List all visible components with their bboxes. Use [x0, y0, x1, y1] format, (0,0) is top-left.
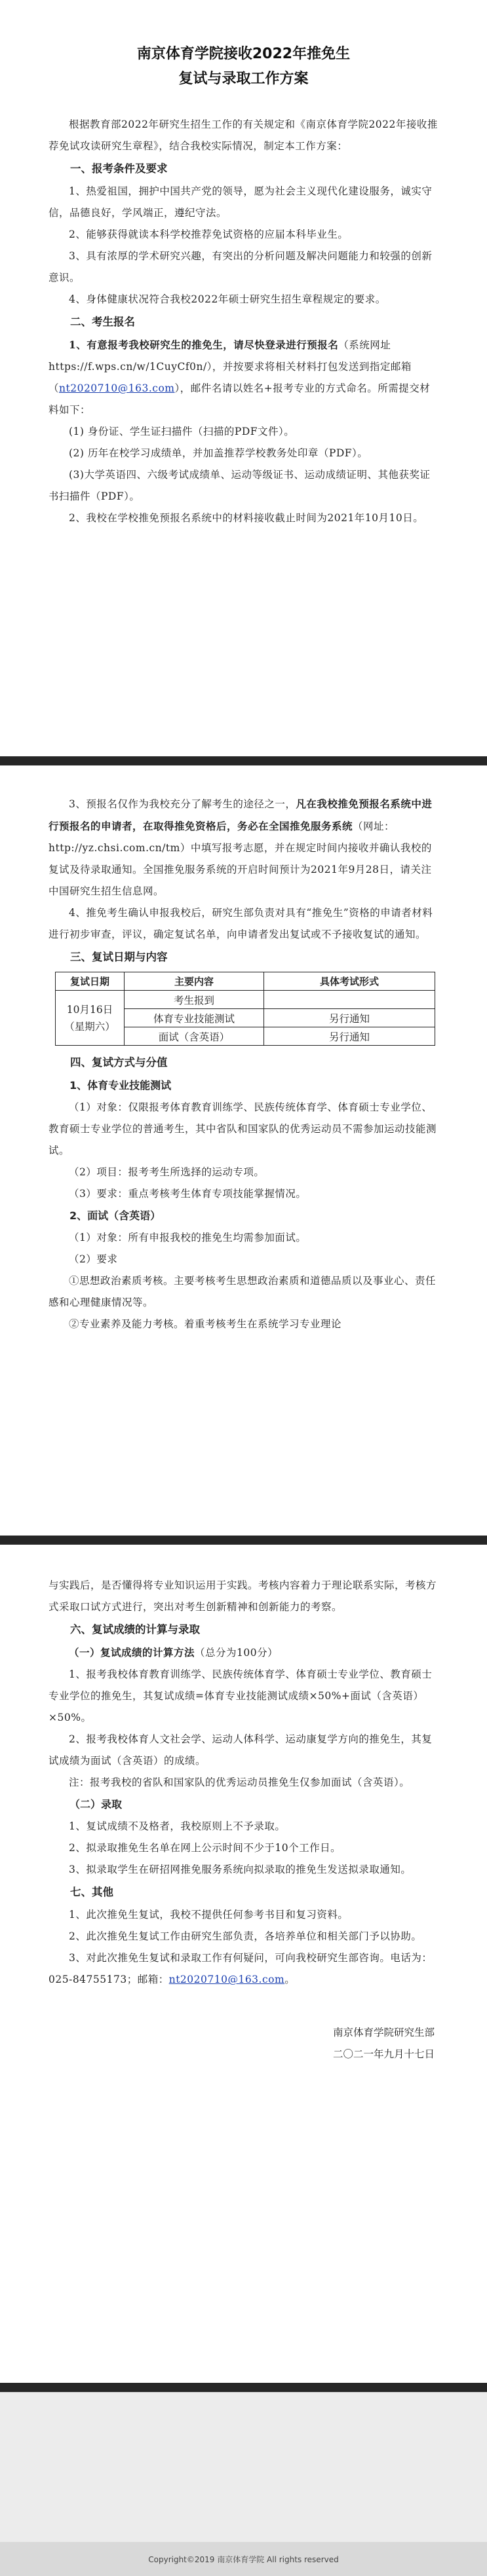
condition-item-3: 3、具有浓厚的学术研究兴趣，有突出的分析问题及解决问题能力和较强的创新意识。: [49, 250, 433, 284]
table-cell-content: 面试（含英语）: [125, 1027, 264, 1046]
page-divider: [0, 1536, 487, 1545]
registration-item-1: [49, 334, 438, 421]
other-item-3-text-b: 。: [284, 1974, 296, 1985]
section-2-heading: 二、考生报名: [70, 316, 135, 328]
section-4-2-heading: 2、面试（含英语）: [69, 1209, 161, 1222]
document-page-3: [0, 1545, 487, 2383]
table-row: [56, 991, 435, 1009]
score-note: 注：报考我校的省队和国家队的优秀运动员推免生仅参加面试（含英语）。: [69, 1776, 410, 1788]
page-divider: [0, 756, 487, 765]
material-item-1: (1) 身份证、学生证扫描件（扫描的PDF文件）。: [69, 426, 295, 437]
admission-item-2: 2、拟录取推免生名单在网上公示时间不少于10个工作日。: [69, 1842, 341, 1854]
skill-test-item-1: （1）对象：仅限报考体育教育训练学、民族传统体育学、体育硕士专业学位、教育硕士专业学位的普通考生，其中省队和国家队的优秀运动员不需参加运动技能测试。: [49, 1101, 437, 1156]
table-cell-form: [264, 991, 435, 1009]
signature-date: 二〇二一年九月十七日: [332, 2048, 435, 2060]
table-cell-date: 10月16日（星期六）: [56, 991, 125, 1046]
page-divider: [0, 2383, 487, 2392]
interview-item-1: （1）对象：所有申报我校的推免生均需参加面试。: [69, 1232, 307, 1243]
skill-test-item-2: （2）项目：报考考生所选择的运动专项。: [69, 1166, 265, 1178]
condition-item-4: 4、身体健康状况符合我校2022年硕士研究生招生章程规定的要求。: [69, 293, 386, 305]
registration-item-3-bold: 凡在我校推免预报名系统中进行预报名的申请者，在取得推免资格后，务必在全国推免服务系统: [49, 798, 433, 832]
interview-item-4-continued: 与实践后，是否懂得将专业知识运用于实践。考核内容着力于理论联系实际，考核方式采取口试方式进行，突出对考生创新精神和创新能力的考察。: [49, 1579, 437, 1613]
other-item-1: 1、此次推免生复试，我校不提供任何参考书目和复习资料。: [69, 1909, 349, 1921]
other-item-3: [49, 1947, 438, 1991]
table-cell-form: 另行通知: [264, 1009, 435, 1027]
other-item-3-text-a: 3、对此次推免生复试和录取工作有何疑问，可向我校研究生部咨询。电话为：025-84755173；邮箱：: [49, 1952, 433, 1985]
intro-paragraph: 根据教育部2022年研究生招生工作的有关规定和《南京体育学院2022年接收推荐免试攻读研究生章程》，结合我校实际情况，制定本工作方案：: [49, 119, 438, 152]
section-6-2-heading: （二）录取: [69, 1798, 123, 1811]
schedule-table: [55, 972, 435, 1046]
footer-copyright: Copyright©2019 南京体育学院 All rights reserved: [0, 2542, 487, 2576]
document-title-line2: 复试与录取工作方案: [178, 71, 309, 87]
signature-block: [49, 2022, 438, 2065]
interview-item-2: （2）要求: [69, 1253, 118, 1265]
registration-item-1-text-a: （系统网址 https://f.wps.cn/w/1CuyCf0n/），并按要求将相关材料打包发送到指定邮箱（: [49, 339, 412, 394]
score-item-1: 1、报考我校体育教育训练学、民族传统体育学、体育硕士专业学位、教育硕士专业学位的推免生，其复试成绩=体育专业技能测试成绩×50%+面试（含英语）×50%。: [49, 1668, 433, 1723]
registration-item-2: 2、我校在学校推免预报名系统中的材料接收截止时间为2021年10月10日。: [69, 512, 424, 524]
section-7-heading: 七、其他: [70, 1886, 113, 1898]
condition-item-2: 2、能够获得就读本科学校推荐免试资格的应届本科毕业生。: [69, 229, 349, 240]
table-cell-content: 考生报到: [125, 991, 264, 1009]
other-item-2: 2、此次推免生复试工作由研究生部负责，各培养单位和相关部门予以协助。: [69, 1930, 422, 1942]
footer-area: [0, 2392, 487, 2542]
registration-item-3-text-b: （网址：http://yz.chsi.com.cn/tm）中填写报考志愿，并在规定时间内接收并确认我校的复试及待录取通知。全国推免服务系统的开启时间预计为2021年9月28日，请关注中国研究生招生信息网。: [49, 820, 432, 897]
registration-item-1-text-b: ），邮件名请以姓名+报考专业的方式命名。所需提交材料如下：: [49, 382, 431, 416]
table-header-date: 复试日期: [56, 972, 125, 991]
material-item-2: (2) 历年在校学习成绩单，并加盖推荐学校教务处印章（PDF）。: [69, 447, 368, 459]
signature-org: 南京体育学院研究生部: [332, 2027, 435, 2038]
interview-item-4: ②专业素养及能力考核。着重考核考生在系统学习专业理论: [69, 1318, 342, 1330]
document-page-1: [0, 0, 487, 756]
table-cell-form: 另行通知: [264, 1027, 435, 1046]
registration-item-1-bold: 1、有意报考我校研究生的推免生，请尽快登录进行预报名: [69, 339, 339, 351]
admission-item-3: 3、拟录取学生在研招网推免服务系统向拟录取的推免生发送拟录取通知。: [69, 1864, 412, 1875]
document-title-line1: 南京体育学院接收2022年推免生: [136, 46, 351, 62]
registration-item-3: [49, 793, 438, 902]
section-6-1-heading: [49, 1642, 438, 1664]
material-item-3: (3)大学英语四、六级考试成绩单、运动等级证书、运动成绩证明、其他获奖证书扫描件（PDF）。: [49, 469, 431, 502]
section-6-1-heading-rest: （总分为100分）: [195, 1647, 279, 1659]
section-3-heading: 三、复试日期与内容: [70, 951, 168, 963]
section-6-heading: 六、复试成绩的计算与录取: [70, 1623, 200, 1636]
section-1-heading: 一、报考条件及要求: [70, 162, 168, 175]
section-4-heading: 四、复试方式与分值: [70, 1056, 168, 1069]
admission-item-1: 1、复试成绩不及格者，我校原则上不予录取。: [69, 1820, 286, 1832]
score-item-2: 2、报考我校体育人文社会学、运动人体科学、运动康复学方向的推免生，其复试成绩为面试（含英语）的成绩。: [49, 1733, 433, 1767]
table-header-content: 主要内容: [125, 972, 264, 991]
table-cell-content: 体育专业技能测试: [125, 1009, 264, 1027]
section-4-1-heading: 1、体育专业技能测试: [69, 1079, 172, 1092]
document-page-2: [0, 765, 487, 1536]
email-link[interactable]: nt2020710@163.com: [59, 382, 175, 394]
interview-item-3: ①思想政治素质考核。主要考核考生思想政治素质和道德品质以及事业心、责任感和心理健康情况等。: [49, 1275, 437, 1308]
contact-email-link[interactable]: nt2020710@163.com: [168, 1974, 285, 1985]
table-header-row: [56, 972, 435, 991]
registration-item-3-text-a: 3、预报名仅作为我校充分了解考生的途径之一，: [69, 798, 296, 810]
table-header-form: 具体考试形式: [264, 972, 435, 991]
registration-item-4: 4、推免考生确认申报我校后，研究生部负责对具有“推免生”资格的申请者材料进行初步审查，评议，确定复试名单，向申请者发出复试或不予接收复试的通知。: [49, 907, 433, 940]
section-6-1-heading-bold: （一）复试成绩的计算方法: [69, 1646, 195, 1659]
skill-test-item-3: （3）要求：重点考核考生体育专项技能掌握情况。: [69, 1188, 307, 1200]
condition-item-1: 1、热爱祖国，拥护中国共产党的领导，愿为社会主义现代化建设服务，诚实守信，品德良好，学风端正，遵纪守法。: [49, 185, 433, 219]
